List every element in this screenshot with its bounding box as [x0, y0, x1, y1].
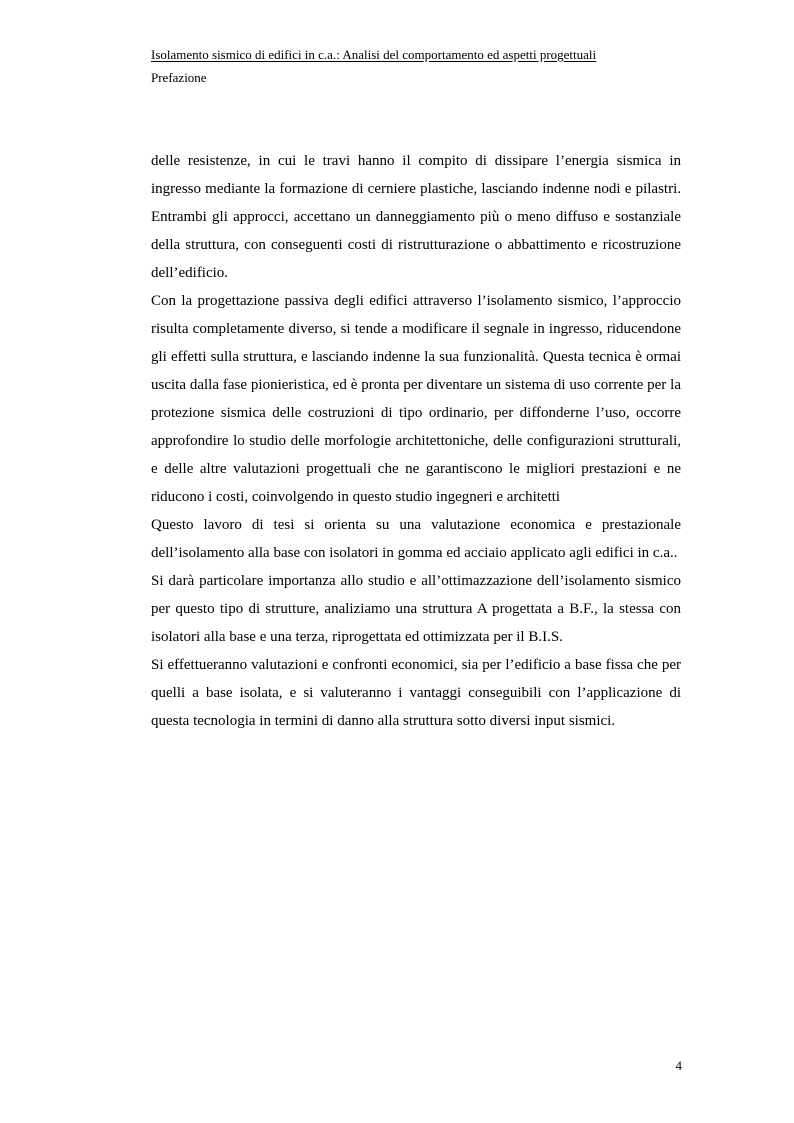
document-title: Isolamento sismico di edifici in c.a.: Analisi del comportamento ed aspetti progettuali: [151, 47, 597, 62]
body-text: [151, 147, 681, 735]
paragraph: Con la progettazione passiva degli edifici attraverso l’isolamento sismico, l’approccio risulta completamente diverso, si tende a modificare il segnale in ingresso, riducendone gli effetti sulla struttura, e lasciando indenne la sua funzionalità. Questa tecnica è ormai uscita dalla fase pionieristica, ed è pronta per diventare un sistema di uso corrente per la protezione sismica delle costruzioni di tipo ordinario, per diffonderne l’uso, occorre approfondire lo studio delle morfologie architettoniche, delle configurazioni strutturali, e delle altre valutazioni progettuali che ne garantiscono le migliori prestazioni e ne riducono i costi, coinvolgendo in questo studio ingegneri e architetti: [151, 293, 681, 505]
paragraph: Si darà particolare importanza allo studio e all’ottimazzazione dell’isolamento sismico per questo tipo di strutture, analiziamo una struttura A progettata a B.F., la stessa con isolatori alla base e una terza, riprogettata ed ottimizzata per il B.I.S.: [151, 573, 681, 645]
section-title: Prefazione: [151, 70, 207, 85]
page-header: [151, 46, 681, 87]
paragraph: Questo lavoro di tesi si orienta su una valutazione economica e prestazionale dell’isolamento alla base con isolatori in gomma ed acciaio applicato agli edifici in c.a..: [151, 517, 681, 561]
paragraph: Si effettueranno valutazioni e confronti economici, sia per l’edificio a base fissa che per quelli a base isolata, e si valuteranno i vantaggi conseguibili con l’applicazione di questa tecnologia in termini di danno alla struttura sotto diversi input sismici.: [151, 657, 681, 729]
page-number: 4: [675, 1058, 682, 1073]
paragraph: delle resistenze, in cui le travi hanno il compito di dissipare l’energia sismica in ingresso mediante la formazione di cerniere plastiche, lasciando indenne nodi e pilastri. Entrambi gli approcci, accettano un danneggiamento più o meno diffuso e sostanziale della struttura, con conseguenti costi di ristrutturazione o abbattimento e ricostruzione dell’edificio.: [151, 153, 681, 281]
